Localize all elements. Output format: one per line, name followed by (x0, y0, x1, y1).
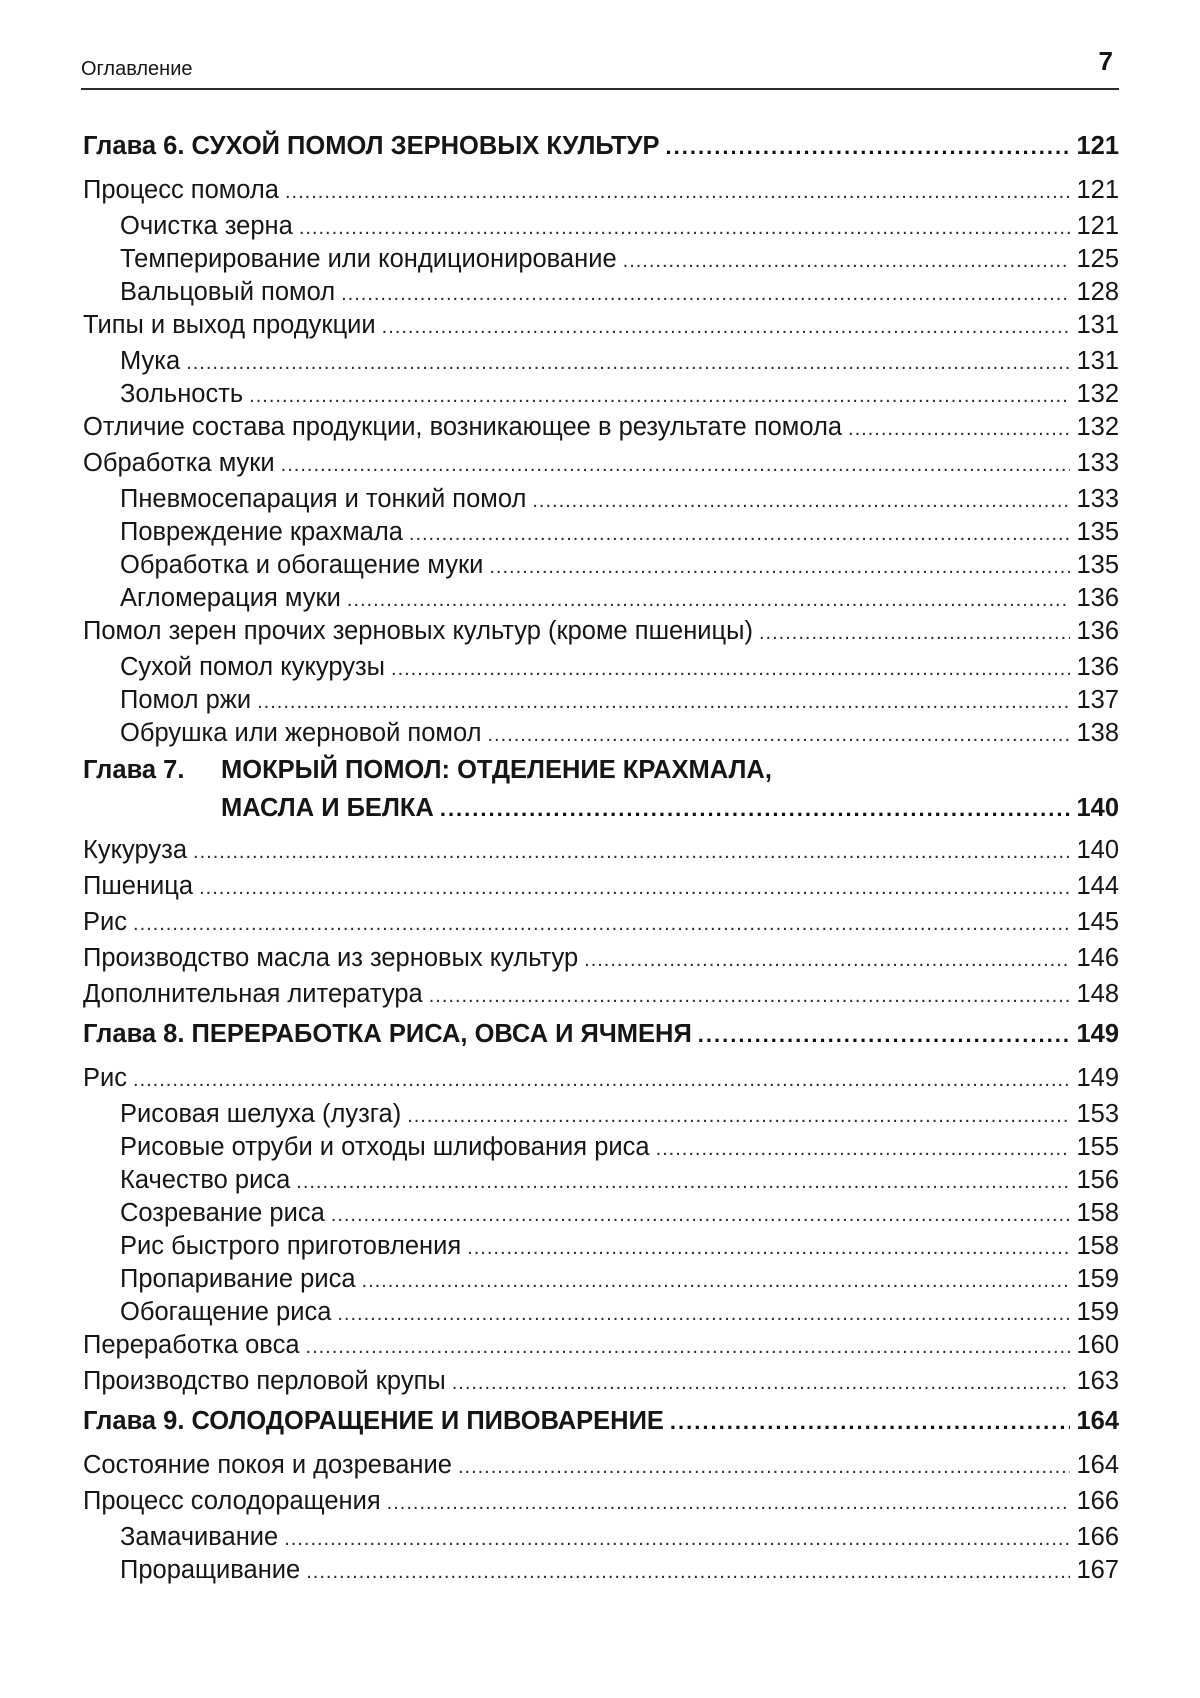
dot-leader (306, 1336, 1071, 1359)
toc-subentry[interactable] (83, 245, 1119, 278)
entry-title: Пневмосепарация и тонкий помол (120, 485, 527, 513)
dot-leader (623, 250, 1071, 273)
entry-page: 149 (1076, 1064, 1119, 1092)
entry-page: 132 (1076, 413, 1119, 441)
entry-title: Помол ржи (120, 686, 252, 714)
dot-leader (306, 1561, 1070, 1584)
toc-entry[interactable] (83, 413, 1119, 449)
toc-entry[interactable] (83, 1064, 1119, 1100)
entry-page: 137 (1076, 686, 1119, 714)
dot-leader (331, 1204, 1071, 1227)
chapter-page: 164 (1076, 1407, 1119, 1435)
entry-page: 158 (1076, 1232, 1119, 1260)
toc-entry[interactable] (83, 836, 1119, 872)
entry-title: Кукуруза (83, 836, 188, 864)
entry-title: Мука (120, 347, 181, 375)
dot-leader (656, 1138, 1071, 1161)
entry-page: 164 (1076, 1451, 1119, 1479)
toc-entry[interactable] (83, 872, 1119, 908)
entry-title: Проращивание (120, 1556, 301, 1584)
entry-page: 153 (1076, 1100, 1119, 1128)
entry-title: Зольность (120, 380, 244, 408)
entry-page: 132 (1076, 380, 1119, 408)
toc-chapter-6[interactable] (83, 132, 1119, 176)
entry-page: 166 (1076, 1523, 1119, 1551)
toc-chapter-7[interactable] (83, 756, 1119, 836)
dot-leader (186, 352, 1070, 375)
dot-leader (429, 985, 1071, 1008)
toc-entry[interactable] (83, 1367, 1119, 1403)
dot-leader (458, 1456, 1071, 1479)
toc-subentry[interactable] (83, 1523, 1119, 1556)
dot-leader (391, 658, 1070, 681)
entry-title: Рис быстрого приготовления (120, 1232, 462, 1260)
toc-subentry[interactable] (83, 1265, 1119, 1298)
entry-title: Агломерация муки (120, 584, 341, 612)
dot-leader (337, 1303, 1070, 1326)
entry-page: 121 (1076, 176, 1119, 204)
toc-subentry[interactable] (83, 1133, 1119, 1166)
chapter-title: МАСЛА И БЕЛКА (221, 794, 434, 822)
entry-page: 145 (1076, 908, 1119, 936)
chapter-page: 149 (1076, 1020, 1119, 1048)
toc-subentry[interactable] (83, 1166, 1119, 1199)
entry-page: 131 (1076, 347, 1119, 375)
entry-page: 135 (1076, 551, 1119, 579)
entry-page: 138 (1076, 719, 1119, 747)
entry-page: 131 (1076, 311, 1119, 339)
toc-subentry[interactable] (83, 1232, 1119, 1265)
toc-chapter-9[interactable] (83, 1407, 1119, 1451)
entry-title: Рис (83, 908, 128, 936)
dot-leader (281, 454, 1071, 477)
entry-title: Отличие состава продукции, возникающее в результате помола (83, 413, 843, 441)
entry-title: Производство перловой крупы (83, 1367, 446, 1395)
running-head (81, 48, 1119, 90)
table-of-contents (83, 132, 1119, 1589)
entry-title: Качество риса (120, 1166, 291, 1194)
toc-entry[interactable] (83, 980, 1119, 1016)
entry-page: 159 (1076, 1298, 1119, 1326)
chapter-title: Глава 6. СУХОЙ ПОМОЛ ЗЕРНОВЫХ КУЛЬТУР (83, 132, 660, 160)
dot-leader (666, 134, 1071, 159)
toc-subentry[interactable] (83, 686, 1119, 719)
toc-subentry[interactable] (83, 1199, 1119, 1232)
dot-leader (487, 724, 1070, 747)
entry-page: 166 (1076, 1487, 1119, 1515)
entry-page: 158 (1076, 1199, 1119, 1227)
dot-leader (452, 1372, 1071, 1395)
entry-title: Замачивание (120, 1523, 279, 1551)
entry-title: Обрушка или жерновой помол (120, 719, 482, 747)
entry-page: 159 (1076, 1265, 1119, 1293)
dot-leader (362, 1270, 1071, 1293)
dot-leader (249, 385, 1070, 408)
entry-page: 156 (1076, 1166, 1119, 1194)
entry-page: 148 (1076, 980, 1119, 1008)
dot-leader (489, 556, 1070, 579)
dot-leader (440, 796, 1071, 821)
entry-title: Типы и выход продукции (83, 311, 376, 339)
chapter-title: Глава 9. СОЛОДОРАЩЕНИЕ И ПИВОВАРЕНИЕ (83, 1407, 664, 1435)
dot-leader (347, 589, 1071, 612)
entry-title: Созревание риса (120, 1199, 325, 1227)
chapter-title-line-2 (221, 794, 1119, 823)
running-head-title: Оглавление (81, 58, 193, 80)
toc-entry[interactable] (83, 311, 1119, 347)
entry-title: Темперирование или кондиционирование (120, 245, 617, 273)
dot-leader (584, 949, 1070, 972)
dot-leader (285, 181, 1070, 204)
toc-subentry[interactable] (83, 212, 1119, 245)
entry-title: Дополнительная литература (83, 980, 423, 1008)
entry-page: 128 (1076, 278, 1119, 306)
entry-page: 144 (1076, 872, 1119, 900)
chapter-title-line-1: МОКРЫЙ ПОМОЛ: ОТДЕЛЕНИЕ КРАХМАЛА, (221, 756, 772, 784)
toc-subentry[interactable] (83, 518, 1119, 551)
entry-page: 133 (1076, 485, 1119, 513)
entry-title: Состояние покоя и дозревание (83, 1451, 452, 1479)
entry-title: Обогащение риса (120, 1298, 332, 1326)
dot-leader (670, 1409, 1071, 1434)
toc-subentry[interactable] (83, 1298, 1119, 1331)
chapter-number: Глава 7. (83, 756, 185, 784)
entry-title: Переработка овса (83, 1331, 300, 1359)
chapter-page: 121 (1076, 132, 1119, 160)
toc-chapter-8[interactable] (83, 1020, 1119, 1064)
entry-page: 160 (1076, 1331, 1119, 1359)
dot-leader (409, 523, 1071, 546)
entry-title: Рис (83, 1064, 128, 1092)
dot-leader (387, 1492, 1071, 1515)
toc-entry[interactable] (83, 1451, 1119, 1487)
entry-title: Процесс солодоращения (83, 1487, 381, 1515)
dot-leader (133, 1069, 1070, 1092)
entry-title: Процесс помола (83, 176, 279, 204)
dot-leader (467, 1237, 1070, 1260)
dot-leader (848, 418, 1070, 441)
page-number: 7 (1098, 46, 1113, 76)
entry-page: 125 (1076, 245, 1119, 273)
toc-subentry[interactable] (83, 1100, 1119, 1133)
dot-leader (759, 622, 1070, 645)
entry-page: 163 (1076, 1367, 1119, 1395)
entry-page: 140 (1076, 836, 1119, 864)
dot-leader (296, 1171, 1070, 1194)
toc-entry[interactable] (83, 1331, 1119, 1367)
dot-leader (407, 1105, 1070, 1128)
entry-page: 135 (1076, 518, 1119, 546)
toc-subentry[interactable] (83, 278, 1119, 311)
toc-subentry[interactable] (83, 485, 1119, 518)
dot-leader (382, 316, 1071, 339)
dot-leader (698, 1022, 1071, 1047)
toc-entry[interactable] (83, 908, 1119, 944)
toc-subentry[interactable] (83, 719, 1119, 752)
toc-entry[interactable] (83, 176, 1119, 212)
entry-title: Пшеница (83, 872, 194, 900)
toc-entry[interactable] (83, 944, 1119, 980)
entry-page: 136 (1076, 617, 1119, 645)
entry-title: Пропаривание риса (120, 1265, 356, 1293)
entry-page: 133 (1076, 449, 1119, 477)
entry-title: Очистка зерна (120, 212, 293, 240)
entry-page: 146 (1076, 944, 1119, 972)
dot-leader (257, 691, 1070, 714)
entry-page: 136 (1076, 584, 1119, 612)
toc-subentry[interactable] (83, 1556, 1119, 1589)
toc-subentry[interactable] (83, 653, 1119, 686)
entry-title: Производство масла из зерновых культур (83, 944, 579, 972)
entry-page: 155 (1076, 1133, 1119, 1161)
entry-title: Рисовая шелуха (лузга) (120, 1100, 402, 1128)
entry-page: 167 (1076, 1556, 1119, 1584)
toc-subentry[interactable] (83, 347, 1119, 380)
entry-title: Сухой помол кукурузы (120, 653, 386, 681)
chapter-title: Глава 8. ПЕРЕРАБОТКА РИСА, ОВСА И ЯЧМЕНЯ (83, 1020, 692, 1048)
entry-title: Обработка и обогащение муки (120, 551, 484, 579)
entry-page: 136 (1076, 653, 1119, 681)
chapter-page: 140 (1076, 794, 1119, 822)
toc-entry[interactable] (83, 449, 1119, 485)
dot-leader (193, 841, 1070, 864)
toc-subentry[interactable] (83, 551, 1119, 584)
entry-title: Обработка муки (83, 449, 275, 477)
toc-subentry[interactable] (83, 584, 1119, 617)
entry-title: Помол зерен прочих зерновых культур (кроме пшеницы) (83, 617, 753, 645)
entry-title: Рисовые отруби и отходы шлифования риса (120, 1133, 650, 1161)
entry-title: Повреждение крахмала (120, 518, 403, 546)
entry-title: Вальцовый помол (120, 278, 336, 306)
toc-entry[interactable] (83, 617, 1119, 653)
dot-leader (299, 217, 1071, 240)
dot-leader (284, 1528, 1070, 1551)
dot-leader (199, 877, 1070, 900)
dot-leader (133, 913, 1070, 936)
toc-subentry[interactable] (83, 380, 1119, 413)
toc-entry[interactable] (83, 1487, 1119, 1523)
dot-leader (341, 283, 1070, 306)
dot-leader (532, 490, 1070, 513)
entry-page: 121 (1076, 212, 1119, 240)
